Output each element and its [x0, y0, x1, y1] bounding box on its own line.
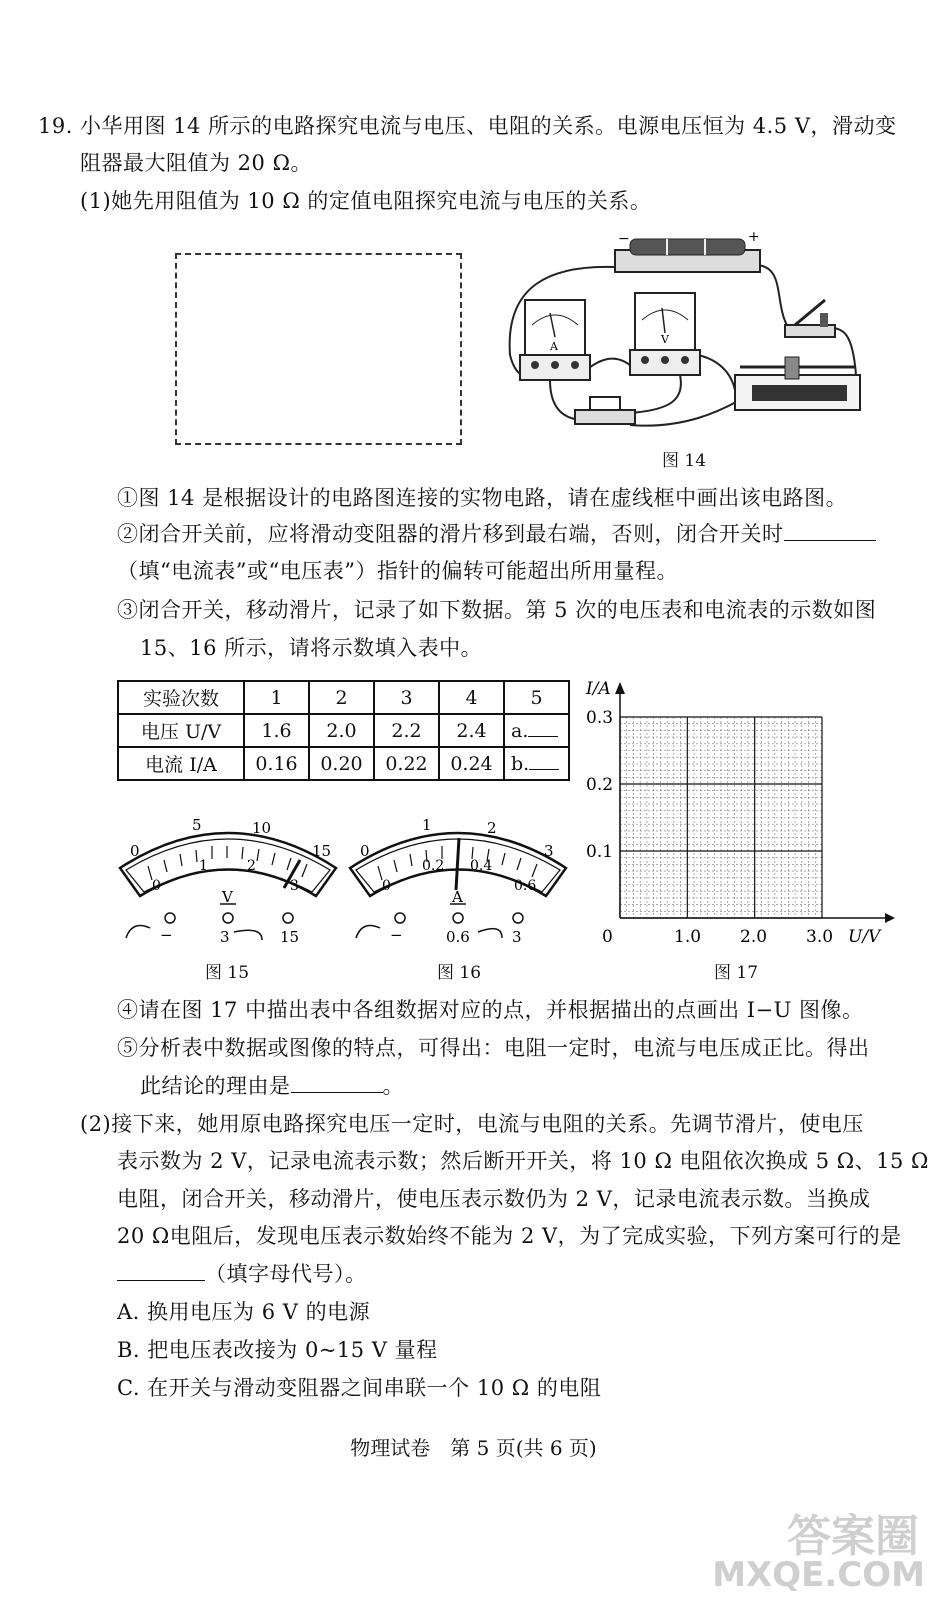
subq-4: ④请在图 17 中描出表中各组数据对应的点，并根据描出的点画出 I−U 图像。	[117, 998, 864, 1022]
table-cell: 2.4	[439, 714, 504, 747]
answer-label-a: a.	[511, 719, 529, 742]
terminal-label: 0.6	[446, 928, 470, 946]
dial-outer-label: 2	[487, 819, 497, 837]
part1-intro: (1)她先用阻值为 10 Ω 的定值电阻探究电流与电压的关系。	[80, 189, 652, 213]
table-row	[118, 681, 569, 714]
table-cell: 2.2	[374, 714, 439, 747]
switch-device	[785, 300, 835, 337]
option-a: A. 换用电压为 6 V 的电源	[117, 1300, 371, 1324]
table-cell: 0.24	[439, 747, 504, 780]
answer-blank-meter[interactable]	[784, 522, 876, 541]
battery-pack	[615, 229, 760, 272]
subq-3-line-b: 15、16 所示，请将示数填入表中。	[140, 636, 483, 660]
y-axis-label: I/A	[586, 679, 611, 699]
answer-label-b: b.	[511, 752, 530, 775]
minor-grid	[620, 717, 822, 918]
subq-5-line-b	[140, 1072, 404, 1100]
answer-blank-a[interactable]	[528, 722, 558, 737]
subq-2-line-b: （填“电流表”或“电压表”）指针的偏转可能超出所用量程。	[117, 559, 678, 583]
part2-line-4: 20 Ω电阻后，发现电压表示数始终不能为 2 V，为了完成实验，下列方案可行的是	[117, 1224, 902, 1248]
dial-outer-label: 0	[360, 842, 370, 860]
dial-outer-label: 1	[422, 816, 432, 834]
ammeter-symbol: A	[550, 340, 558, 353]
subq-5-end: 。	[382, 1074, 404, 1098]
table-cell: 0.20	[309, 747, 374, 780]
battery-minus-label: −	[618, 231, 630, 247]
table-answer-cell-a[interactable]	[504, 714, 569, 747]
fig14-caption: 图 14	[662, 451, 707, 471]
y-tick-label: 0.1	[586, 842, 614, 862]
table-header-cell: 1	[244, 681, 309, 714]
subq-5-line-a: ⑤分析表中数据或图像的特点，可得出：电阻一定时，电流与电压成正比。得出	[117, 1036, 870, 1060]
y-tick-label: 0.2	[586, 775, 614, 795]
x-tick-label: 1.0	[674, 927, 702, 947]
watermark-url: MXQE.COM	[712, 1555, 925, 1595]
question-number: 19.	[38, 114, 73, 138]
subq-3-line-a: ③闭合开关，移动滑片，记录了如下数据。第 5 次的电压表和电流表的示数如图	[117, 598, 877, 622]
terminal-label: 3	[512, 928, 522, 946]
ammeter-device	[520, 300, 590, 380]
terminal-label: −	[390, 926, 403, 944]
dial-outer-label: 10	[252, 819, 272, 837]
x-tick-label: 2.0	[740, 927, 768, 947]
table-cell: 2.0	[309, 714, 374, 747]
fig16-ammeter-dial	[342, 808, 574, 958]
part2-line-2: 表示数为 2 V，记录电流表示数；然后断开开关，将 10 Ω 电阻依次换成 5 Ω、15 Ω	[117, 1149, 929, 1173]
x-tick-label: 0	[602, 927, 613, 947]
terminal-label: −	[160, 926, 173, 944]
fig15-caption: 图 15	[205, 963, 250, 983]
page-footer: 物理试卷 第 5 页(共 6 页)	[350, 1436, 597, 1460]
dial-outer-label: 0	[130, 842, 140, 860]
fig17-iu-graph[interactable]	[580, 672, 900, 957]
x-axis-label: U/V	[848, 927, 881, 947]
y-tick-label: 0.3	[586, 708, 614, 728]
terminal-label: 15	[280, 928, 300, 946]
subq-1: ①图 14 是根据设计的电路图连接的实物电路，请在虚线框中画出该电路图。	[117, 486, 848, 510]
table-cell: 1.6	[244, 714, 309, 747]
option-b: B. 把电压表改接为 0~15 V 量程	[117, 1338, 438, 1362]
dial-inner-label: 2	[247, 858, 256, 874]
y-axis-arrow	[615, 682, 625, 694]
data-table	[117, 680, 570, 781]
subq-5-text: 此结论的理由是	[140, 1074, 291, 1098]
table-row-label: 电压 U/V	[118, 714, 244, 747]
dial-outer-label: 5	[192, 816, 202, 834]
table-row-label: 电流 I/A	[118, 747, 244, 780]
wire	[630, 400, 740, 426]
dial-inner-label: 0.2	[422, 858, 445, 874]
meter-symbol: A	[452, 888, 463, 906]
fig14-physical-circuit	[490, 225, 880, 440]
dial-inner-label: 0	[382, 878, 391, 894]
dial-inner-label: 0.6	[514, 878, 537, 894]
dial-inner-label: 1	[199, 858, 208, 874]
meter-symbol: V	[222, 888, 233, 906]
table-row	[118, 747, 569, 780]
voltmeter-symbol: V	[661, 333, 669, 346]
option-c: C. 在开关与滑动变阻器之间串联一个 10 Ω 的电阻	[117, 1376, 602, 1400]
answer-blank-reason[interactable]	[291, 1074, 383, 1093]
x-axis-arrow	[885, 913, 895, 923]
wire	[630, 375, 681, 413]
x-tick-label: 3.0	[806, 927, 834, 947]
table-answer-cell-b[interactable]	[504, 747, 569, 780]
dial-outer-label: 15	[312, 842, 332, 860]
table-header-cell: 5	[504, 681, 569, 714]
terminal-posts	[356, 913, 523, 938]
part2-line-5	[117, 1260, 367, 1288]
voltmeter-device	[630, 293, 700, 375]
circuit-drawing-box[interactable]	[175, 253, 462, 445]
subq-2-text: ②闭合开关前，应将滑动变阻器的滑片移到最右端，否则，闭合开关时	[117, 522, 784, 546]
terminal-posts	[126, 913, 293, 940]
table-cell: 0.16	[244, 747, 309, 780]
answer-blank-option[interactable]	[117, 1262, 205, 1281]
battery-plus-label: +	[748, 229, 760, 245]
table-row	[118, 714, 569, 747]
table-header-cell: 实验次数	[118, 681, 244, 714]
dial-outer-label: 3	[544, 842, 554, 860]
part2-line-3: 电阻，闭合开关，移动滑片，使电压表示数仍为 2 V，记录电流表示数。当换成	[117, 1187, 871, 1211]
answer-blank-b[interactable]	[529, 755, 559, 770]
table-header-cell: 2	[309, 681, 374, 714]
rheostat-device	[735, 357, 860, 410]
table-header-cell: 4	[439, 681, 504, 714]
fig16-caption: 图 16	[437, 963, 482, 983]
watermark-logo: 答案圈	[787, 1511, 919, 1562]
table-header-cell: 3	[374, 681, 439, 714]
dial-inner-label: 3	[290, 878, 299, 894]
table-cell: 0.22	[374, 747, 439, 780]
terminal-label: 3	[220, 928, 230, 946]
subq-2-line-a	[117, 520, 876, 548]
fixed-resistor-device	[575, 397, 635, 424]
dial-inner-label: 0.4	[470, 858, 493, 874]
part2-line-5-text: （填字母代号）。	[205, 1262, 367, 1286]
question-stem-line-1: 小华用图 14 所示的电路探究电流与电压、电阻的关系。电源电压恒为 4.5 V，滑动变	[80, 114, 897, 138]
fig15-voltmeter-dial	[112, 808, 344, 958]
dial-inner-label: 0	[152, 878, 161, 894]
part2-line-1: (2)接下来，她用原电路探究电压一定时，电流与电阻的关系。先调节滑片，使电压	[80, 1112, 864, 1136]
fig17-caption: 图 17	[714, 963, 759, 983]
question-stem-line-2: 阻器最大阻值为 20 Ω。	[80, 151, 312, 175]
